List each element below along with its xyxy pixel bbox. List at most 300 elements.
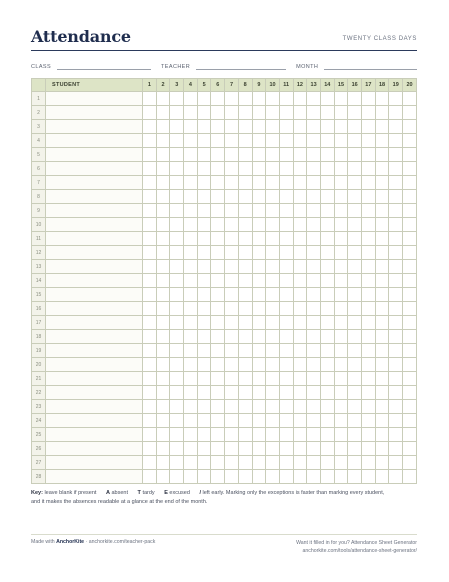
attendance-cell[interactable] [170, 428, 184, 442]
attendance-cell[interactable] [225, 204, 239, 218]
attendance-cell[interactable] [225, 400, 239, 414]
attendance-cell[interactable] [293, 190, 307, 204]
attendance-cell[interactable] [375, 344, 389, 358]
attendance-cell[interactable] [225, 302, 239, 316]
attendance-cell[interactable] [238, 232, 252, 246]
attendance-cell[interactable] [320, 428, 334, 442]
attendance-cell[interactable] [348, 288, 362, 302]
attendance-cell[interactable] [197, 470, 211, 484]
attendance-cell[interactable] [252, 316, 266, 330]
attendance-cell[interactable] [320, 358, 334, 372]
attendance-cell[interactable] [211, 288, 225, 302]
attendance-cell[interactable] [389, 302, 403, 316]
attendance-cell[interactable] [252, 372, 266, 386]
attendance-cell[interactable] [225, 470, 239, 484]
attendance-cell[interactable] [225, 358, 239, 372]
attendance-cell[interactable] [143, 470, 157, 484]
attendance-cell[interactable] [389, 232, 403, 246]
attendance-cell[interactable] [156, 302, 170, 316]
attendance-cell[interactable] [197, 176, 211, 190]
attendance-cell[interactable] [334, 246, 348, 260]
attendance-cell[interactable] [252, 218, 266, 232]
attendance-cell[interactable] [184, 176, 198, 190]
attendance-cell[interactable] [211, 330, 225, 344]
attendance-cell[interactable] [225, 344, 239, 358]
attendance-cell[interactable] [320, 134, 334, 148]
student-name-cell[interactable] [46, 316, 143, 330]
attendance-cell[interactable] [389, 176, 403, 190]
attendance-cell[interactable] [307, 372, 321, 386]
attendance-cell[interactable] [307, 470, 321, 484]
attendance-cell[interactable] [266, 218, 280, 232]
attendance-cell[interactable] [279, 92, 293, 106]
attendance-cell[interactable] [307, 316, 321, 330]
attendance-cell[interactable] [293, 232, 307, 246]
attendance-cell[interactable] [403, 106, 417, 120]
attendance-cell[interactable] [334, 470, 348, 484]
attendance-cell[interactable] [334, 176, 348, 190]
attendance-cell[interactable] [389, 344, 403, 358]
attendance-cell[interactable] [334, 442, 348, 456]
attendance-cell[interactable] [238, 358, 252, 372]
attendance-cell[interactable] [211, 386, 225, 400]
attendance-cell[interactable] [170, 344, 184, 358]
attendance-cell[interactable] [211, 106, 225, 120]
attendance-cell[interactable] [334, 288, 348, 302]
attendance-cell[interactable] [170, 316, 184, 330]
attendance-cell[interactable] [238, 106, 252, 120]
attendance-cell[interactable] [293, 428, 307, 442]
attendance-cell[interactable] [279, 400, 293, 414]
attendance-cell[interactable] [279, 120, 293, 134]
attendance-cell[interactable] [225, 372, 239, 386]
attendance-cell[interactable] [156, 358, 170, 372]
attendance-cell[interactable] [197, 302, 211, 316]
attendance-cell[interactable] [197, 190, 211, 204]
attendance-cell[interactable] [375, 274, 389, 288]
attendance-cell[interactable] [389, 148, 403, 162]
attendance-cell[interactable] [279, 386, 293, 400]
attendance-cell[interactable] [362, 190, 376, 204]
attendance-cell[interactable] [143, 330, 157, 344]
attendance-cell[interactable] [184, 246, 198, 260]
student-name-cell[interactable] [46, 288, 143, 302]
attendance-cell[interactable] [362, 134, 376, 148]
attendance-cell[interactable] [238, 190, 252, 204]
attendance-cell[interactable] [279, 106, 293, 120]
attendance-cell[interactable] [184, 162, 198, 176]
attendance-cell[interactable] [170, 414, 184, 428]
attendance-cell[interactable] [307, 274, 321, 288]
attendance-cell[interactable] [375, 414, 389, 428]
attendance-cell[interactable] [211, 470, 225, 484]
attendance-cell[interactable] [403, 134, 417, 148]
attendance-cell[interactable] [170, 162, 184, 176]
attendance-cell[interactable] [307, 400, 321, 414]
attendance-cell[interactable] [143, 176, 157, 190]
attendance-cell[interactable] [211, 232, 225, 246]
student-name-cell[interactable] [46, 470, 143, 484]
attendance-cell[interactable] [279, 302, 293, 316]
attendance-cell[interactable] [375, 246, 389, 260]
attendance-cell[interactable] [225, 148, 239, 162]
attendance-cell[interactable] [362, 470, 376, 484]
attendance-cell[interactable] [211, 428, 225, 442]
attendance-cell[interactable] [170, 148, 184, 162]
attendance-cell[interactable] [362, 414, 376, 428]
attendance-cell[interactable] [170, 330, 184, 344]
attendance-cell[interactable] [170, 470, 184, 484]
month-field[interactable] [296, 64, 417, 71]
attendance-cell[interactable] [252, 414, 266, 428]
attendance-cell[interactable] [266, 386, 280, 400]
attendance-cell[interactable] [334, 204, 348, 218]
attendance-cell[interactable] [225, 92, 239, 106]
attendance-cell[interactable] [211, 456, 225, 470]
attendance-cell[interactable] [389, 414, 403, 428]
attendance-cell[interactable] [225, 316, 239, 330]
student-name-cell[interactable] [46, 358, 143, 372]
attendance-cell[interactable] [307, 190, 321, 204]
attendance-cell[interactable] [320, 414, 334, 428]
attendance-cell[interactable] [293, 218, 307, 232]
attendance-cell[interactable] [375, 204, 389, 218]
attendance-cell[interactable] [266, 316, 280, 330]
attendance-cell[interactable] [403, 218, 417, 232]
attendance-cell[interactable] [143, 358, 157, 372]
attendance-cell[interactable] [184, 330, 198, 344]
attendance-cell[interactable] [403, 456, 417, 470]
attendance-cell[interactable] [362, 204, 376, 218]
brand-link[interactable]: anchorkite.com/teacher-pack [88, 539, 156, 545]
attendance-cell[interactable] [184, 148, 198, 162]
student-name-cell[interactable] [46, 148, 143, 162]
attendance-cell[interactable] [293, 204, 307, 218]
attendance-cell[interactable] [320, 456, 334, 470]
attendance-cell[interactable] [403, 344, 417, 358]
attendance-cell[interactable] [403, 232, 417, 246]
attendance-cell[interactable] [211, 176, 225, 190]
attendance-cell[interactable] [375, 372, 389, 386]
attendance-cell[interactable] [307, 358, 321, 372]
attendance-cell[interactable] [184, 204, 198, 218]
attendance-cell[interactable] [197, 162, 211, 176]
attendance-cell[interactable] [362, 330, 376, 344]
attendance-cell[interactable] [293, 358, 307, 372]
attendance-cell[interactable] [362, 428, 376, 442]
student-name-cell[interactable] [46, 372, 143, 386]
attendance-cell[interactable] [375, 386, 389, 400]
attendance-cell[interactable] [320, 120, 334, 134]
attendance-cell[interactable] [156, 134, 170, 148]
attendance-cell[interactable] [184, 358, 198, 372]
attendance-cell[interactable] [348, 92, 362, 106]
attendance-cell[interactable] [266, 470, 280, 484]
attendance-cell[interactable] [225, 428, 239, 442]
attendance-cell[interactable] [184, 274, 198, 288]
attendance-cell[interactable] [293, 274, 307, 288]
attendance-cell[interactable] [348, 386, 362, 400]
attendance-cell[interactable] [403, 162, 417, 176]
attendance-cell[interactable] [143, 414, 157, 428]
attendance-cell[interactable] [362, 288, 376, 302]
attendance-cell[interactable] [279, 358, 293, 372]
attendance-cell[interactable] [348, 204, 362, 218]
attendance-cell[interactable] [197, 428, 211, 442]
attendance-cell[interactable] [238, 218, 252, 232]
attendance-cell[interactable] [403, 330, 417, 344]
attendance-cell[interactable] [156, 456, 170, 470]
attendance-cell[interactable] [211, 372, 225, 386]
attendance-cell[interactable] [156, 442, 170, 456]
attendance-cell[interactable] [197, 414, 211, 428]
attendance-cell[interactable] [170, 246, 184, 260]
attendance-cell[interactable] [293, 386, 307, 400]
teacher-field[interactable] [161, 64, 286, 71]
attendance-cell[interactable] [348, 414, 362, 428]
attendance-cell[interactable] [307, 92, 321, 106]
attendance-cell[interactable] [225, 120, 239, 134]
month-line[interactable] [324, 69, 417, 70]
attendance-cell[interactable] [362, 358, 376, 372]
attendance-cell[interactable] [348, 274, 362, 288]
attendance-cell[interactable] [170, 218, 184, 232]
attendance-cell[interactable] [403, 302, 417, 316]
attendance-cell[interactable] [156, 428, 170, 442]
attendance-cell[interactable] [143, 134, 157, 148]
attendance-cell[interactable] [403, 414, 417, 428]
attendance-cell[interactable] [238, 316, 252, 330]
attendance-cell[interactable] [266, 204, 280, 218]
attendance-cell[interactable] [307, 456, 321, 470]
attendance-cell[interactable] [334, 372, 348, 386]
attendance-cell[interactable] [143, 190, 157, 204]
attendance-cell[interactable] [143, 274, 157, 288]
attendance-cell[interactable] [362, 386, 376, 400]
attendance-cell[interactable] [143, 288, 157, 302]
attendance-cell[interactable] [225, 106, 239, 120]
attendance-cell[interactable] [252, 232, 266, 246]
attendance-cell[interactable] [211, 400, 225, 414]
attendance-cell[interactable] [362, 260, 376, 274]
attendance-cell[interactable] [184, 400, 198, 414]
attendance-cell[interactable] [293, 92, 307, 106]
attendance-cell[interactable] [184, 428, 198, 442]
attendance-cell[interactable] [279, 176, 293, 190]
attendance-cell[interactable] [170, 190, 184, 204]
attendance-cell[interactable] [211, 260, 225, 274]
attendance-cell[interactable] [252, 470, 266, 484]
attendance-cell[interactable] [238, 134, 252, 148]
attendance-cell[interactable] [238, 288, 252, 302]
attendance-cell[interactable] [156, 260, 170, 274]
attendance-cell[interactable] [293, 414, 307, 428]
attendance-cell[interactable] [307, 386, 321, 400]
attendance-cell[interactable] [348, 442, 362, 456]
attendance-cell[interactable] [362, 442, 376, 456]
attendance-cell[interactable] [375, 162, 389, 176]
attendance-cell[interactable] [334, 134, 348, 148]
attendance-cell[interactable] [184, 232, 198, 246]
attendance-cell[interactable] [403, 400, 417, 414]
attendance-cell[interactable] [252, 274, 266, 288]
attendance-cell[interactable] [252, 358, 266, 372]
attendance-cell[interactable] [143, 316, 157, 330]
attendance-cell[interactable] [252, 148, 266, 162]
attendance-cell[interactable] [389, 456, 403, 470]
attendance-cell[interactable] [197, 106, 211, 120]
attendance-cell[interactable] [170, 176, 184, 190]
attendance-cell[interactable] [184, 316, 198, 330]
attendance-cell[interactable] [238, 400, 252, 414]
attendance-cell[interactable] [170, 204, 184, 218]
attendance-cell[interactable] [279, 316, 293, 330]
attendance-cell[interactable] [238, 344, 252, 358]
attendance-cell[interactable] [156, 344, 170, 358]
student-name-cell[interactable] [46, 414, 143, 428]
attendance-cell[interactable] [266, 456, 280, 470]
attendance-cell[interactable] [266, 106, 280, 120]
attendance-cell[interactable] [320, 246, 334, 260]
attendance-cell[interactable] [211, 246, 225, 260]
attendance-cell[interactable] [362, 162, 376, 176]
attendance-cell[interactable] [170, 260, 184, 274]
student-name-cell[interactable] [46, 330, 143, 344]
attendance-cell[interactable] [403, 316, 417, 330]
attendance-cell[interactable] [279, 148, 293, 162]
attendance-cell[interactable] [389, 204, 403, 218]
attendance-cell[interactable] [307, 260, 321, 274]
attendance-cell[interactable] [320, 92, 334, 106]
attendance-cell[interactable] [320, 470, 334, 484]
attendance-cell[interactable] [266, 274, 280, 288]
attendance-cell[interactable] [362, 344, 376, 358]
attendance-cell[interactable] [197, 386, 211, 400]
attendance-cell[interactable] [184, 134, 198, 148]
attendance-cell[interactable] [375, 134, 389, 148]
attendance-cell[interactable] [184, 414, 198, 428]
attendance-cell[interactable] [334, 414, 348, 428]
attendance-cell[interactable] [279, 274, 293, 288]
attendance-cell[interactable] [375, 106, 389, 120]
attendance-cell[interactable] [197, 232, 211, 246]
attendance-cell[interactable] [348, 232, 362, 246]
attendance-cell[interactable] [143, 120, 157, 134]
attendance-cell[interactable] [362, 246, 376, 260]
attendance-cell[interactable] [389, 92, 403, 106]
attendance-cell[interactable] [266, 330, 280, 344]
attendance-cell[interactable] [252, 176, 266, 190]
attendance-cell[interactable] [348, 470, 362, 484]
attendance-cell[interactable] [238, 414, 252, 428]
attendance-cell[interactable] [279, 442, 293, 456]
attendance-cell[interactable] [143, 428, 157, 442]
attendance-cell[interactable] [266, 414, 280, 428]
attendance-cell[interactable] [238, 92, 252, 106]
teacher-line[interactable] [196, 69, 286, 70]
attendance-cell[interactable] [334, 92, 348, 106]
attendance-cell[interactable] [211, 218, 225, 232]
attendance-cell[interactable] [197, 260, 211, 274]
attendance-cell[interactable] [279, 288, 293, 302]
attendance-cell[interactable] [362, 302, 376, 316]
attendance-cell[interactable] [375, 260, 389, 274]
attendance-cell[interactable] [307, 120, 321, 134]
attendance-cell[interactable] [252, 330, 266, 344]
attendance-cell[interactable] [403, 120, 417, 134]
attendance-cell[interactable] [170, 92, 184, 106]
attendance-cell[interactable] [211, 120, 225, 134]
student-name-cell[interactable] [46, 162, 143, 176]
attendance-cell[interactable] [307, 442, 321, 456]
attendance-cell[interactable] [238, 456, 252, 470]
attendance-cell[interactable] [156, 162, 170, 176]
attendance-cell[interactable] [156, 414, 170, 428]
attendance-cell[interactable] [170, 386, 184, 400]
attendance-cell[interactable] [403, 260, 417, 274]
attendance-cell[interactable] [375, 442, 389, 456]
attendance-cell[interactable] [320, 190, 334, 204]
attendance-cell[interactable] [348, 358, 362, 372]
attendance-cell[interactable] [184, 218, 198, 232]
attendance-cell[interactable] [143, 218, 157, 232]
attendance-cell[interactable] [170, 106, 184, 120]
attendance-cell[interactable] [279, 456, 293, 470]
attendance-cell[interactable] [266, 134, 280, 148]
attendance-cell[interactable] [156, 330, 170, 344]
attendance-cell[interactable] [279, 372, 293, 386]
attendance-cell[interactable] [197, 288, 211, 302]
attendance-cell[interactable] [266, 358, 280, 372]
attendance-cell[interactable] [143, 372, 157, 386]
attendance-cell[interactable] [279, 344, 293, 358]
attendance-cell[interactable] [320, 162, 334, 176]
attendance-cell[interactable] [184, 288, 198, 302]
attendance-cell[interactable] [238, 330, 252, 344]
attendance-cell[interactable] [307, 232, 321, 246]
attendance-cell[interactable] [143, 456, 157, 470]
attendance-cell[interactable] [362, 400, 376, 414]
attendance-cell[interactable] [334, 106, 348, 120]
attendance-cell[interactable] [334, 302, 348, 316]
attendance-cell[interactable] [403, 372, 417, 386]
attendance-cell[interactable] [389, 330, 403, 344]
attendance-cell[interactable] [252, 190, 266, 204]
attendance-cell[interactable] [307, 106, 321, 120]
attendance-cell[interactable] [252, 456, 266, 470]
attendance-cell[interactable] [307, 134, 321, 148]
attendance-cell[interactable] [307, 428, 321, 442]
attendance-cell[interactable] [197, 92, 211, 106]
attendance-cell[interactable] [375, 288, 389, 302]
attendance-cell[interactable] [320, 274, 334, 288]
attendance-cell[interactable] [170, 442, 184, 456]
attendance-cell[interactable] [320, 106, 334, 120]
attendance-cell[interactable] [225, 176, 239, 190]
attendance-cell[interactable] [320, 232, 334, 246]
attendance-cell[interactable] [279, 190, 293, 204]
attendance-cell[interactable] [225, 288, 239, 302]
attendance-cell[interactable] [279, 134, 293, 148]
attendance-cell[interactable] [348, 120, 362, 134]
attendance-cell[interactable] [348, 162, 362, 176]
attendance-cell[interactable] [197, 400, 211, 414]
attendance-cell[interactable] [362, 456, 376, 470]
attendance-cell[interactable] [362, 232, 376, 246]
attendance-cell[interactable] [225, 274, 239, 288]
attendance-cell[interactable] [362, 120, 376, 134]
attendance-cell[interactable] [375, 316, 389, 330]
